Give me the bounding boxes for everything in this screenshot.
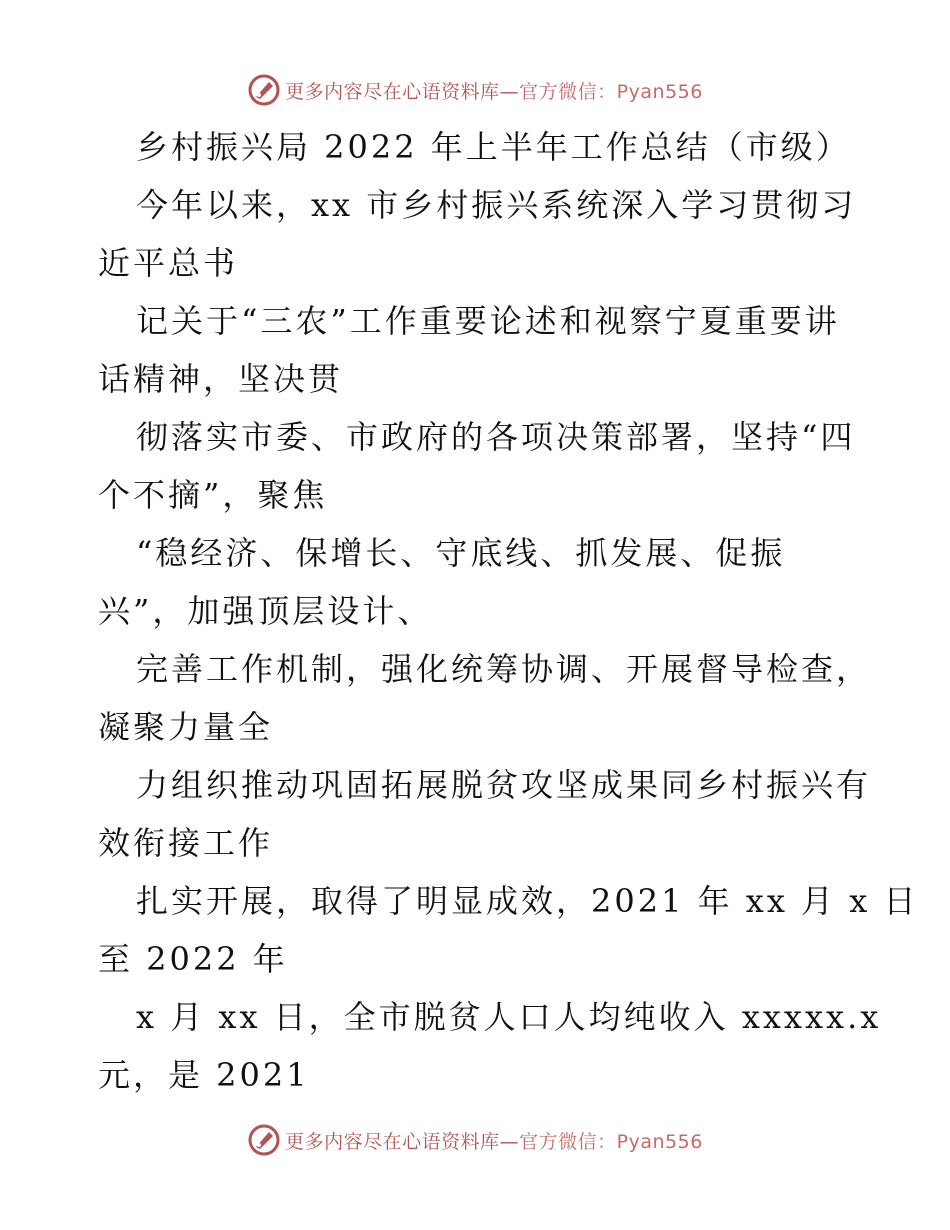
paragraph-line: “稳经济、保增长、守底线、抓发展、促振 — [136, 534, 786, 572]
paragraph-line: 近平总书 — [98, 244, 239, 282]
paragraph-line: 凝聚力量全 — [98, 708, 274, 746]
paragraph-line: 今年以来，xx 市乡村振兴系统深入学习贯彻习 — [136, 186, 857, 224]
pen-nib-logo-icon — [247, 73, 281, 107]
watermark-text: 更多内容尽在心语资料库—官方微信：Pyan556 — [285, 80, 703, 103]
paragraph-line: 效衔接工作 — [98, 824, 274, 862]
paragraph-line: 至 2022 年 — [98, 940, 288, 978]
paragraph-line: 力组织推动巩固拓展脱贫攻坚成果同乡村振兴有 — [136, 766, 872, 804]
paragraph-line: 个不摘”，聚焦 — [98, 476, 328, 514]
pen-nib-logo-icon — [247, 1123, 281, 1157]
paragraph-line: 兴”，加强顶层设计、 — [98, 592, 433, 630]
document-title: 乡村振兴局 2022 年上半年工作总结（市级） — [136, 128, 851, 166]
paragraph-line: 元，是 2021 — [98, 1056, 310, 1094]
paragraph-line: 记关于“三农”工作重要论述和视察宁夏重要讲 — [136, 302, 840, 340]
paragraph-line: 彻落实市委、市政府的各项决策部署，坚持“四 — [136, 418, 856, 456]
watermark-text: 更多内容尽在心语资料库—官方微信：Pyan556 — [285, 1130, 703, 1153]
paragraph-line: 扎实开展，取得了明显成效，2021 年 xx 月 x 日 — [136, 882, 919, 920]
paragraph-line: x 月 xx 日，全市脱贫人口人均纯收入 xxxxx.x — [136, 998, 882, 1036]
paragraph-line: 完善工作机制，强化统筹协调、开展督导检查， — [136, 650, 872, 688]
paragraph-line: 话精神，坚决贯 — [98, 360, 344, 398]
document-body — [98, 118, 919, 1104]
footer-watermark — [0, 1120, 950, 1160]
header-watermark — [0, 70, 950, 110]
